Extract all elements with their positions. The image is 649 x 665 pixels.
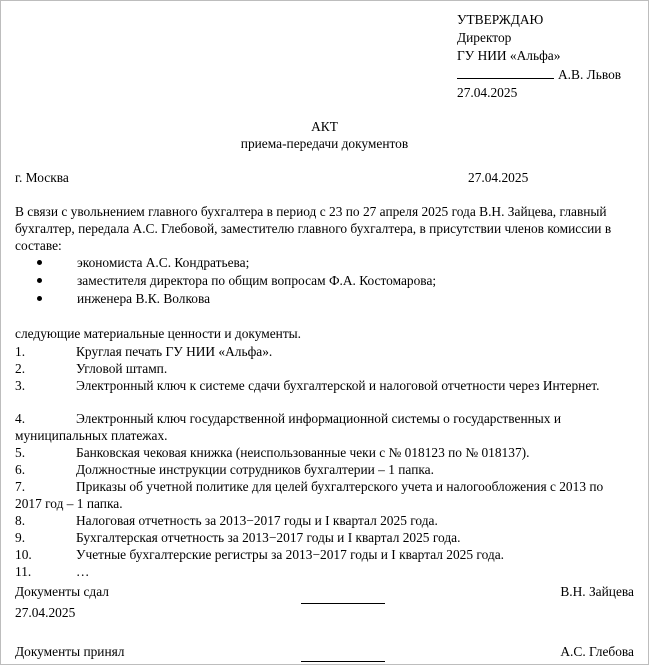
- intro-paragraph: В связи с увольнением главного бухгалтера в период с 23 по 27 апреля 2025 года В.Н. Зайцева, главный бухгалтер, передала А.С. Глебовой, заместителю главного бухгалтера, в присутствии членов комиссии в составе:: [15, 204, 612, 253]
- list-intro: следующие материальные ценности и документы.: [15, 326, 302, 341]
- item-number: 8.: [15, 513, 26, 528]
- item-number: 10.: [15, 547, 32, 562]
- list-item: [15, 444, 627, 461]
- signature-blank: [457, 65, 554, 79]
- item-text: Электронный ключ к системе сдачи бухгалтерской и налоговой отчетности через Интернет.: [76, 378, 600, 393]
- list-item: [15, 563, 627, 580]
- approval-signer: А.В. Львов: [558, 67, 622, 82]
- list-item: [15, 343, 627, 360]
- list-item: [15, 461, 627, 478]
- document-title: АКТ: [311, 119, 338, 134]
- commission-member: инженера В.К. Волкова: [77, 291, 211, 306]
- item-text: Угловой штамп.: [76, 361, 168, 376]
- item-text: Налоговая отчетность за 2013−2017 годы и I квартал 2025 года.: [76, 513, 438, 528]
- item-number: 2.: [15, 361, 26, 376]
- item-number: 3.: [15, 378, 26, 393]
- approval-organization: ГУ НИИ «Альфа»: [457, 48, 561, 63]
- approval-position: Директор: [457, 30, 512, 45]
- item-number: 6.: [15, 462, 26, 477]
- item-text: Бухгалтерская отчетность за 2013−2017 годы и I квартал 2025 года.: [76, 530, 461, 545]
- bullet-icon: [37, 278, 42, 283]
- item-number: 1.: [15, 344, 26, 359]
- handover-label: Документы сдал: [15, 584, 109, 599]
- commission-member: экономиста А.С. Кондратьева;: [77, 255, 250, 270]
- item-text: Должностные инструкции сотрудников бухгалтерии – 1 папка.: [76, 462, 434, 477]
- item-text: Учетные бухгалтерские регистры за 2013−2017 годы и I квартал 2025 года.: [76, 547, 504, 562]
- list-item: [15, 546, 627, 563]
- item-number: 11.: [15, 564, 32, 579]
- item-text: Круглая печать ГУ НИИ «Альфа».: [76, 344, 273, 359]
- approval-signature-line: [457, 65, 621, 84]
- approval-date: 27.04.2025: [457, 85, 518, 100]
- handover-signature-line: [301, 603, 385, 604]
- item-number: 4.: [15, 411, 26, 426]
- document-city: г. Москва: [15, 170, 69, 185]
- receipt-signature-line: [301, 661, 385, 662]
- list-item: [15, 478, 627, 512]
- list-item: [15, 360, 627, 377]
- item-number: 9.: [15, 530, 26, 545]
- approval-block: [457, 11, 621, 102]
- receipt-label: Документы принял: [15, 644, 125, 659]
- item-text: Электронный ключ государственной информационной системы о государственных и муниципальных платежах.: [15, 411, 561, 443]
- approval-heading: УТВЕРЖДАЮ: [457, 12, 544, 27]
- bullet-icon: [37, 296, 42, 301]
- document-date: 27.04.2025: [468, 170, 529, 185]
- handover-date: 27.04.2025: [15, 605, 76, 620]
- list-item: [15, 512, 627, 529]
- commission-member: заместителя директора по общим вопросам Ф.А. Костомарова;: [77, 273, 437, 288]
- bullet-icon: [37, 260, 42, 265]
- list-item: [15, 377, 627, 394]
- item-text: Приказы об учетной политике для целей бухгалтерского учета и налогообложения с 2013 по 2017 год – 1 папка.: [15, 479, 604, 511]
- item-text: …: [76, 564, 90, 579]
- receipt-name: А.С. Глебова: [560, 644, 634, 659]
- item-number: 5.: [15, 445, 26, 460]
- item-number: 7.: [15, 479, 26, 494]
- handover-name: В.Н. Зайцева: [560, 584, 634, 599]
- list-item: [15, 529, 627, 546]
- item-text: Банковская чековая книжка (неиспользованные чеки с № 018123 по № 018137).: [76, 445, 530, 460]
- document-subtitle: приема-передачи документов: [240, 136, 409, 151]
- list-item: [15, 410, 627, 444]
